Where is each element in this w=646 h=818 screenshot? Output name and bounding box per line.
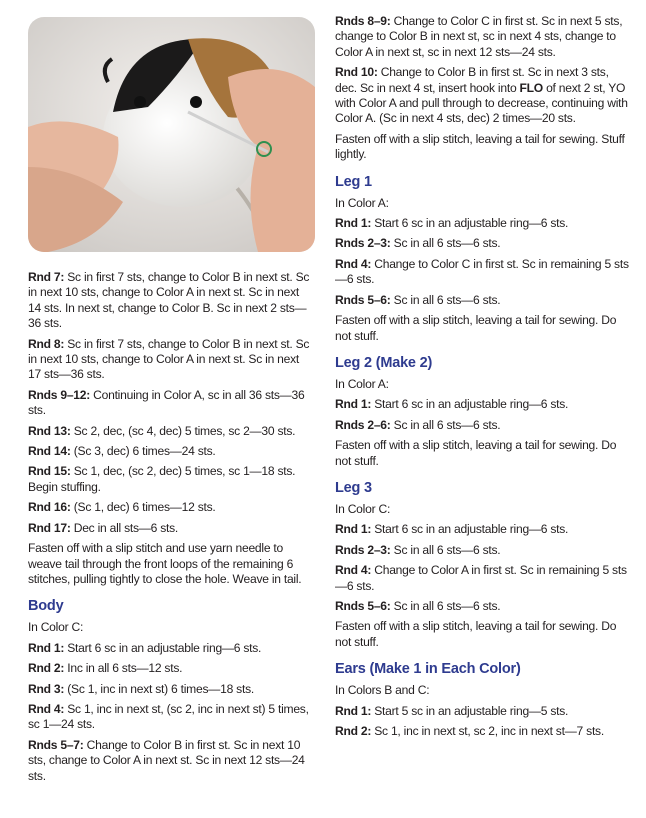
body-rnd-4: Rnd 4: Sc 1, inc in next st, (sc 2, inc in next st) 5 times, sc 1—24 sts.: [28, 701, 309, 732]
body-rnd-2: Rnd 2: Inc in all 6 sts—12 sts.: [28, 661, 183, 676]
body-rnd-1: Rnd 1: Start 6 sc in an adjustable ring—6 sts.: [28, 640, 262, 655]
ears-rnd-2: Rnd 2: Sc 1, inc in next st, sc 2, inc in next st—7 sts.: [335, 724, 604, 738]
leg-3-color: In Color C:: [335, 501, 391, 516]
leg-1-rnds-2-3: Rnds 2–3: Sc in all 6 sts—6 sts.: [335, 236, 501, 251]
body-rnds-5-7: Rnds 5–7: Change to Color B in first st. Sc in next 10 sts, change to Color A in next st. Sc in next 12 sts—24 sts.: [28, 737, 305, 783]
body-rnd-3: Rnd 3: (Sc 1, inc in next st) 6 times—18 sts.: [28, 681, 254, 696]
rnd-17: Rnd 17: Dec in all sts—6 sts.: [28, 520, 179, 535]
leg-2-fasten-off: Fasten off with a slip stitch, leaving a tail for sewing. Do not stuff.: [335, 438, 617, 468]
leg-2-heading: Leg 2 (Make 2): [335, 354, 433, 371]
body-rnds-8-9: Rnds 8–9: Change to Color C in first st. Sc in next 5 sts, change to Color B in next st, sc in next 4 sts, change to Color A in next st, sc in next 12 sts—24 sts.: [335, 14, 623, 59]
rnd-14: Rnd 14: (Sc 3, dec) 6 times—24 sts.: [28, 444, 216, 459]
body-color: In Color C:: [28, 620, 84, 635]
leg-2-rnds-2-6: Rnds 2–6: Sc in all 6 sts—6 sts.: [335, 417, 501, 432]
ears-color: In Colors B and C:: [335, 683, 430, 698]
leg-3-fasten-off: Fasten off with a slip stitch, leaving a tail for sewing. Do not stuff.: [335, 619, 617, 649]
rnd-13: Rnd 13: Sc 2, dec, (sc 4, dec) 5 times, sc 2—30 sts.: [28, 423, 296, 438]
right-column: [335, 14, 630, 739]
rnd-16: Rnd 16: (Sc 1, dec) 6 times—12 sts.: [28, 500, 216, 515]
rnd-15: Rnd 15: Sc 1, dec, (sc 2, dec) 5 times, sc 1—18 sts. Begin stuffing.: [28, 464, 296, 494]
crochet-bird-photo: [28, 17, 315, 252]
body-fasten-off: Fasten off with a slip stitch, leaving a tail for sewing. Stuff lightly.: [335, 131, 625, 162]
leg-3-rnds-2-3: Rnds 2–3: Sc in all 6 sts—6 sts.: [335, 542, 501, 557]
left-column: [28, 270, 315, 784]
rnd-7: Rnd 7: Sc in first 7 sts, change to Color B in next st. Sc in next 10 sts, change to Color A in next st. Sc in next 14 sts. In next st, change to Color B. Sc in next 2 sts—36 sts.: [28, 270, 310, 331]
leg-2-rnd-1: Rnd 1: Start 6 sc in an adjustable ring—6 sts.: [335, 397, 569, 412]
leg-3-rnd-4: Rnd 4: Change to Color A in first st. Sc in remaining 5 sts—6 sts.: [335, 563, 627, 593]
head-fasten-off: Fasten off with a slip stitch and use yarn needle to weave tail through the front loops of the remaining 6 stitches, pulling tightly to close the hole. Weave in tail.: [28, 541, 302, 586]
leg-1-fasten-off: Fasten off with a slip stitch, leaving a tail for sewing. Do not stuff.: [335, 313, 617, 343]
leg-3-rnd-1: Rnd 1: Start 6 sc in an adjustable ring—6 sts.: [335, 522, 569, 537]
leg-2-color: In Color A:: [335, 376, 389, 391]
rnd-8: Rnd 8: Sc in first 7 sts, change to Color B in next st. Sc in next 10 sts, change to Color A in next st. Sc in next 17 sts—36 sts.: [28, 336, 310, 382]
body-heading: Body: [28, 598, 64, 615]
leg-1-heading: Leg 1: [335, 173, 372, 190]
leg-1-rnd-4: Rnd 4: Change to Color C in first st. Sc in remaining 5 sts—6 sts.: [335, 256, 629, 287]
ears-rnd-1: Rnd 1: Start 5 sc in an adjustable ring—5 sts.: [335, 703, 569, 718]
leg-3-rnds-5-6: Rnds 5–6: Sc in all 6 sts—6 sts.: [335, 598, 501, 613]
leg-1-color: In Color A:: [335, 195, 389, 210]
leg-1-rnds-5-6: Rnds 5–6: Sc in all 6 sts—6 sts.: [335, 292, 501, 307]
ears-heading: Ears (Make 1 in Each Color): [335, 661, 521, 678]
rnds-9-12: Rnds 9–12: Continuing in Color A, sc in all 36 sts—36 sts.: [28, 387, 305, 418]
body-rnd-10: Rnd 10: Change to Color B in first st. Sc in next 3 sts, dec. Sc in next 4 st, insert hook into FLO of next 2 st, YO with Color A and pull through to decrease, continuing with Color A. (Sc in next 4 sts, dec) 2 times—20 sts.: [335, 65, 628, 126]
leg-1-rnd-1: Rnd 1: Start 6 sc in an adjustable ring—6 sts.: [335, 216, 569, 231]
leg-3-heading: Leg 3: [335, 479, 372, 496]
